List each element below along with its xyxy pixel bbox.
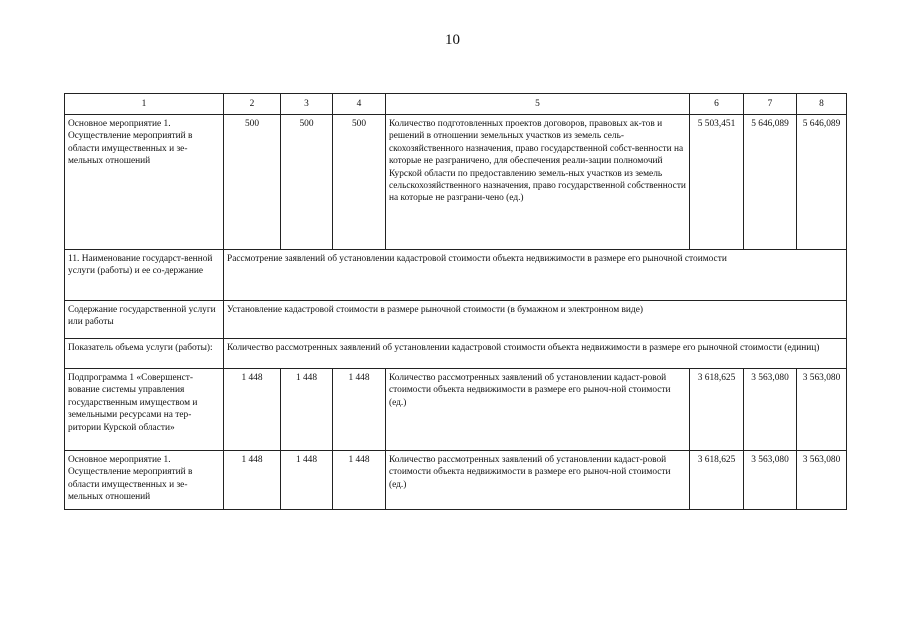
table-row <box>65 369 847 451</box>
table-row <box>65 451 847 510</box>
funding-cell: 5 646,089 <box>744 115 797 250</box>
header-cell: 5 <box>386 94 690 115</box>
row-value-cell: Установление кадастровой стоимости в размере рыночной стоимости (в бумажном и электронном виде) <box>224 301 847 339</box>
row-value-cell: Количество рассмотренных заявлений об установлении кадастровой стоимости объекта недвижимости в размере его рыночной стоимости (единиц) <box>224 339 847 369</box>
page-number: 10 <box>445 32 460 48</box>
row-name-cell: Основное мероприятие 1. Осуществление мероприятий в области имущественных и зе-мельных отношений <box>65 115 224 250</box>
header-cell: 7 <box>744 94 797 115</box>
funding-cell: 5 503,451 <box>690 115 744 250</box>
funding-cell: 3 563,080 <box>744 369 797 451</box>
value-cell: 1 448 <box>281 369 333 451</box>
header-cell: 1 <box>65 94 224 115</box>
row-label-cell: Показатель объема услуги (работы): <box>65 339 224 369</box>
data-table <box>64 93 847 510</box>
funding-cell: 3 563,080 <box>797 451 847 510</box>
indicator-cell: Количество подготовленных проектов договоров, правовых ак-тов и решений в отношении земельных участков из земель сель-скохозяйственного назначения, право государственной собст-венности на которые не разграничено, для обеспечения реали-зации полномочий Курской области по предоставлению земель-ных участков из земель сельскохозяйственного назначения, право государственной собственности на которые не разграни-чено (ед.) <box>386 115 690 250</box>
header-cell: 4 <box>333 94 386 115</box>
value-cell: 1 448 <box>224 369 281 451</box>
table-header-row <box>65 94 847 115</box>
row-value-cell: Рассмотрение заявлений об установлении кадастровой стоимости объекта недвижимости в размере его рыночной стоимости <box>224 250 847 301</box>
value-cell: 500 <box>281 115 333 250</box>
header-cell: 8 <box>797 94 847 115</box>
value-cell: 1 448 <box>333 369 386 451</box>
value-cell: 1 448 <box>333 451 386 510</box>
value-cell: 500 <box>224 115 281 250</box>
row-name-cell: Основное мероприятие 1. Осуществление мероприятий в области имущественных и зе-мельных отношений <box>65 451 224 510</box>
row-name-cell: Подпрограмма 1 «Совершенст-вование системы управления государственным имуществом и земельными ресурсами на тер-ритории Курской области» <box>65 369 224 451</box>
indicator-cell: Количество рассмотренных заявлений об установлении кадаст-ровой стоимости объекта недвижимости в размере его рыноч-ной стоимости (ед.) <box>386 451 690 510</box>
value-cell: 500 <box>333 115 386 250</box>
table-row <box>65 250 847 301</box>
table-row <box>65 339 847 369</box>
header-cell: 2 <box>224 94 281 115</box>
funding-cell: 3 618,625 <box>690 451 744 510</box>
table-row <box>65 301 847 339</box>
header-cell: 6 <box>690 94 744 115</box>
value-cell: 1 448 <box>281 451 333 510</box>
funding-cell: 3 618,625 <box>690 369 744 451</box>
funding-cell: 5 646,089 <box>797 115 847 250</box>
funding-cell: 3 563,080 <box>744 451 797 510</box>
header-cell: 3 <box>281 94 333 115</box>
funding-cell: 3 563,080 <box>797 369 847 451</box>
row-label-cell: Содержание государственной услуги или работы <box>65 301 224 339</box>
value-cell: 1 448 <box>224 451 281 510</box>
table-row <box>65 115 847 250</box>
row-label-cell: 11. Наименование государст-венной услуги (работы) и ее со-держание <box>65 250 224 301</box>
indicator-cell: Количество рассмотренных заявлений об установлении кадаст-ровой стоимости объекта недвижимости в размере его рыноч-ной стоимости (ед.) <box>386 369 690 451</box>
